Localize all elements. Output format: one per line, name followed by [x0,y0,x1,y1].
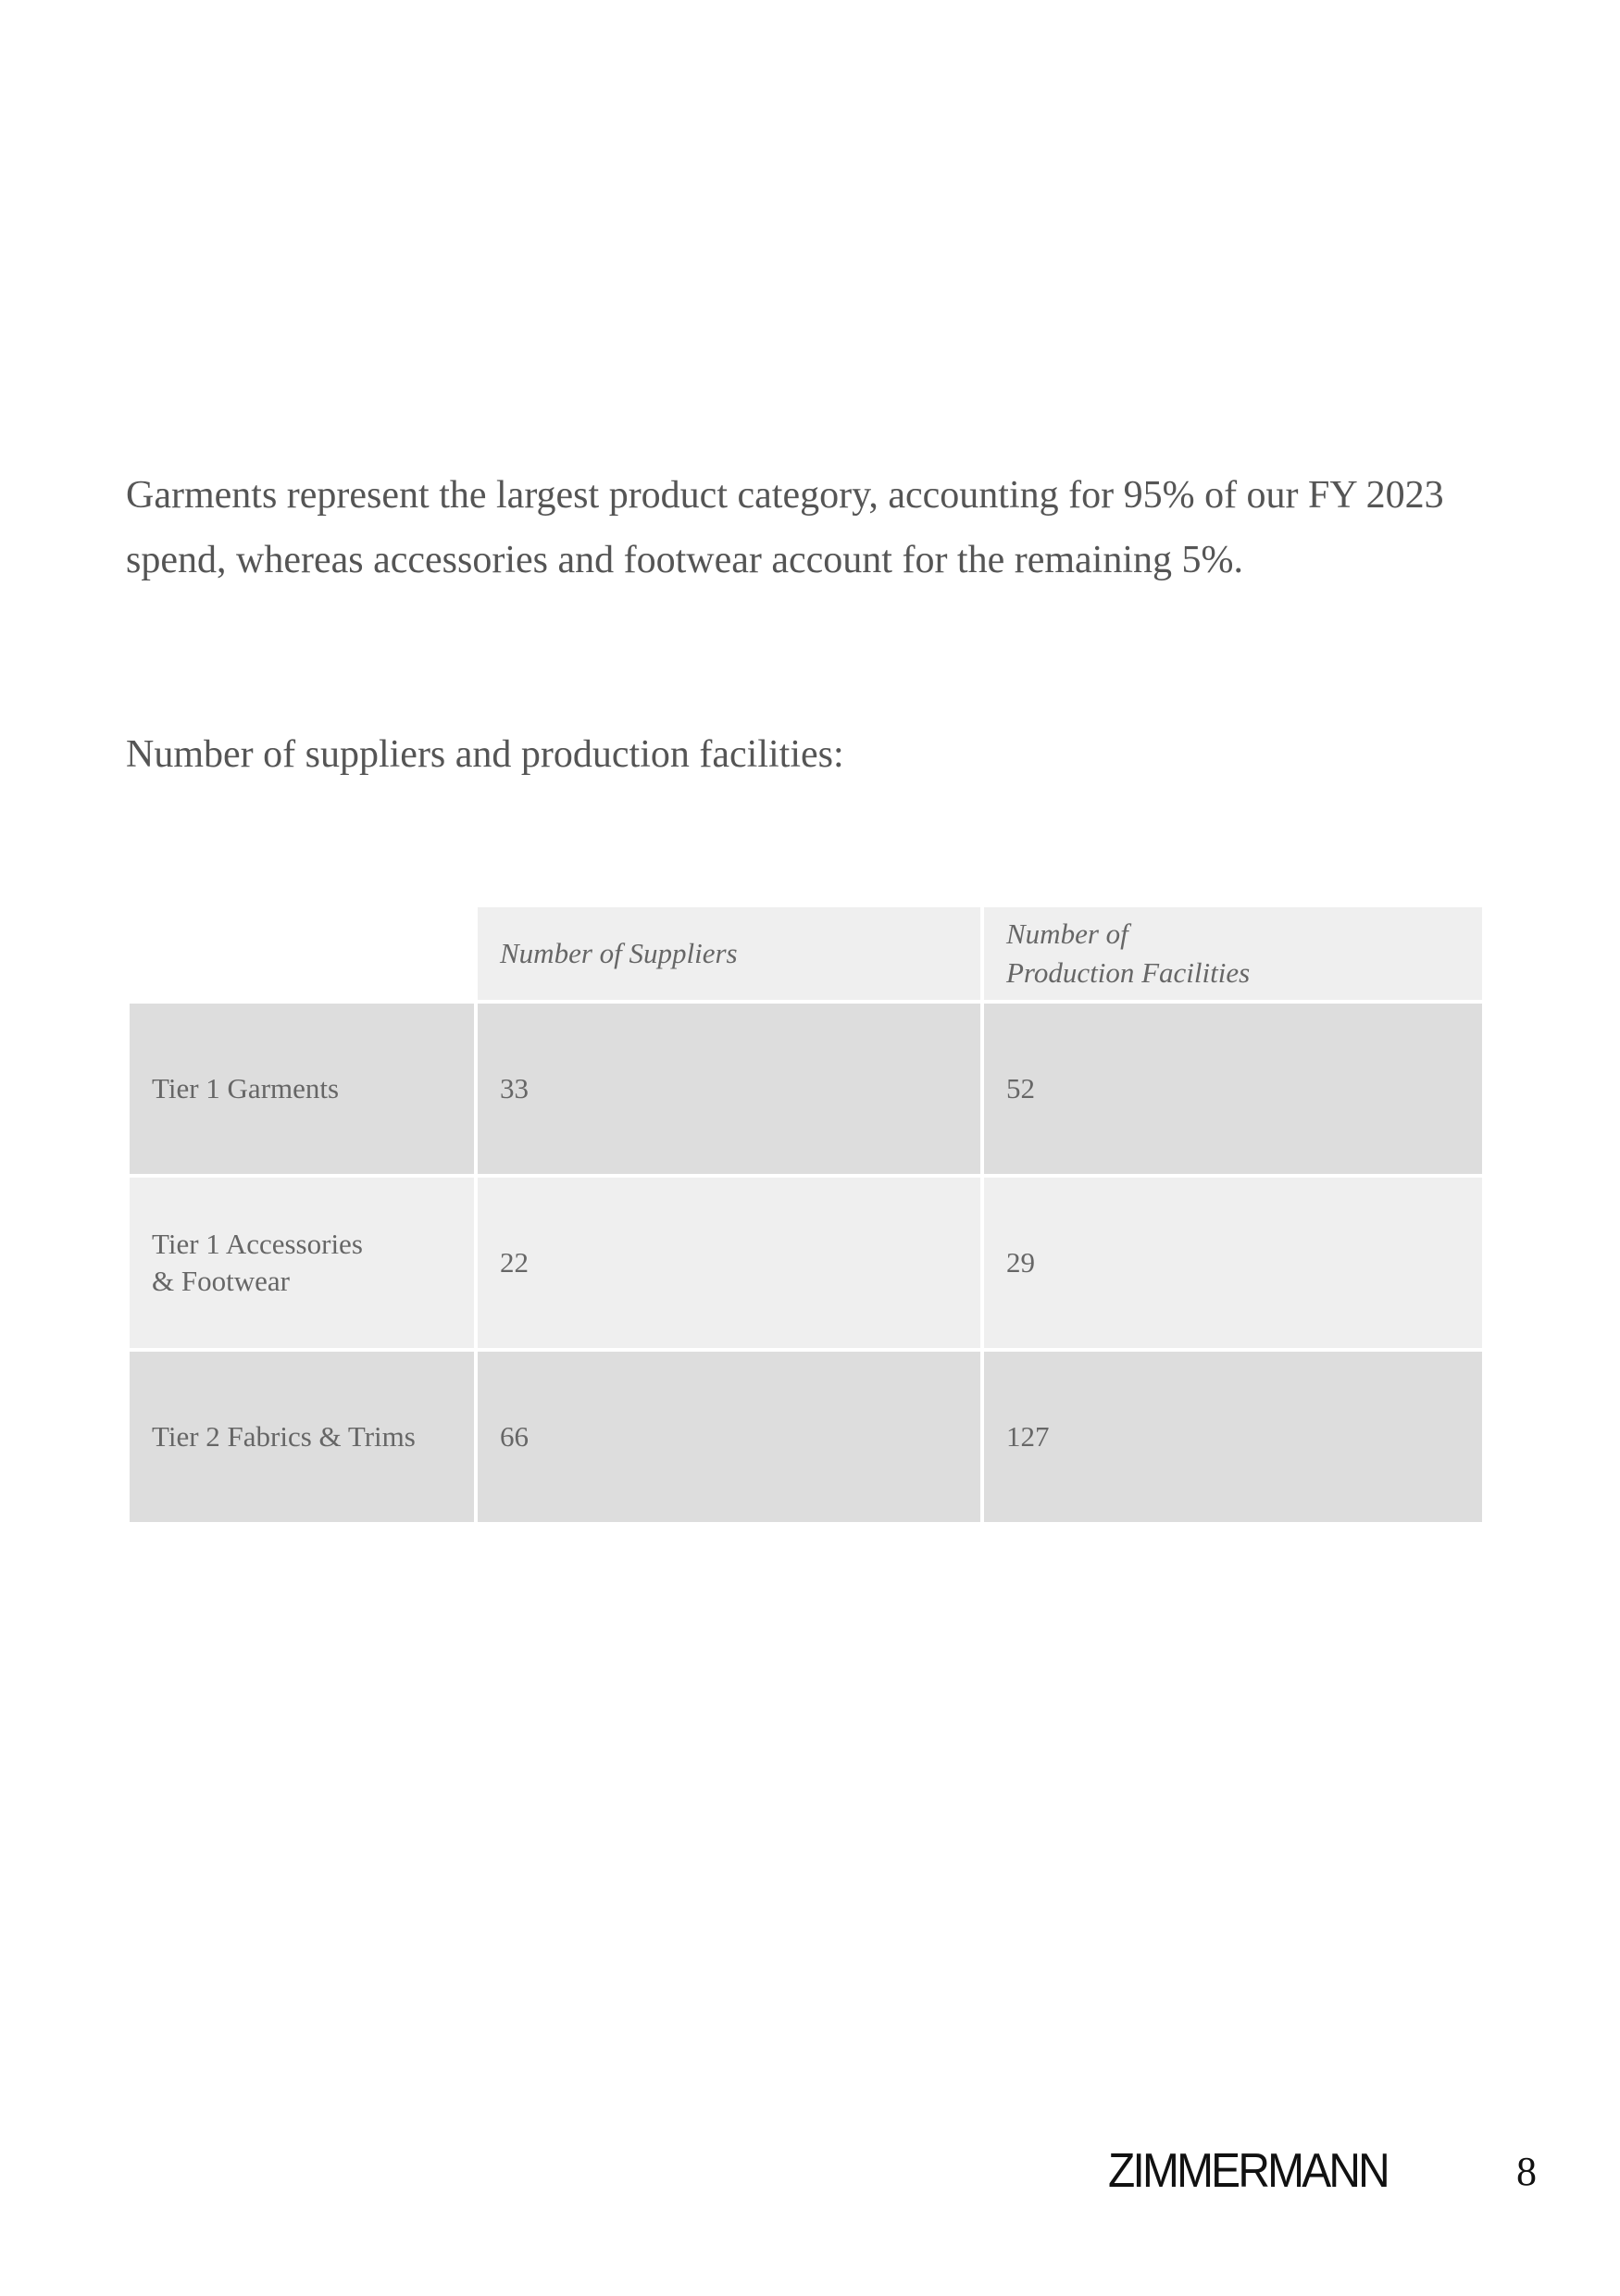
row-label [130,1178,474,1348]
intro-paragraph: Garments represent the largest product category, accounting for 95% of our FY 2023 spend, whereas accessories and footwear account for the remaining 5%. [126,474,1444,581]
row-label-line1: Tier 1 Garments [152,1072,340,1104]
header-facilities-line2: Production Facilities [1006,956,1251,989]
suppliers-table [126,904,1486,1526]
facilities-value: 52 [984,1004,1482,1174]
header-facilities-line1: Number of [1006,917,1128,950]
row-label [130,1352,474,1522]
table-row [130,1004,1482,1174]
header-suppliers: Number of Suppliers [478,907,980,1000]
table-heading: Number of suppliers and production facilities: [126,733,844,776]
header-facilities [984,907,1482,1000]
brand-logo: ZIMMERMANN [1108,2144,1388,2198]
row-label [130,1004,474,1174]
facilities-value: 29 [984,1178,1482,1348]
suppliers-value: 33 [478,1004,980,1174]
facilities-value: 127 [984,1352,1482,1522]
row-label-line2: & Footwear [152,1265,290,1297]
suppliers-value: 66 [478,1352,980,1522]
suppliers-value: 22 [478,1178,980,1348]
page-number: 8 [1516,2149,1537,2194]
table-row [130,1352,1482,1522]
table-row [130,1178,1482,1348]
row-label-line1: Tier 1 Accessories [152,1228,363,1260]
header-blank-cell [130,907,474,1000]
row-label-line1: Tier 2 Fabrics & Trims [152,1420,416,1453]
table-header-row [130,907,1482,1000]
